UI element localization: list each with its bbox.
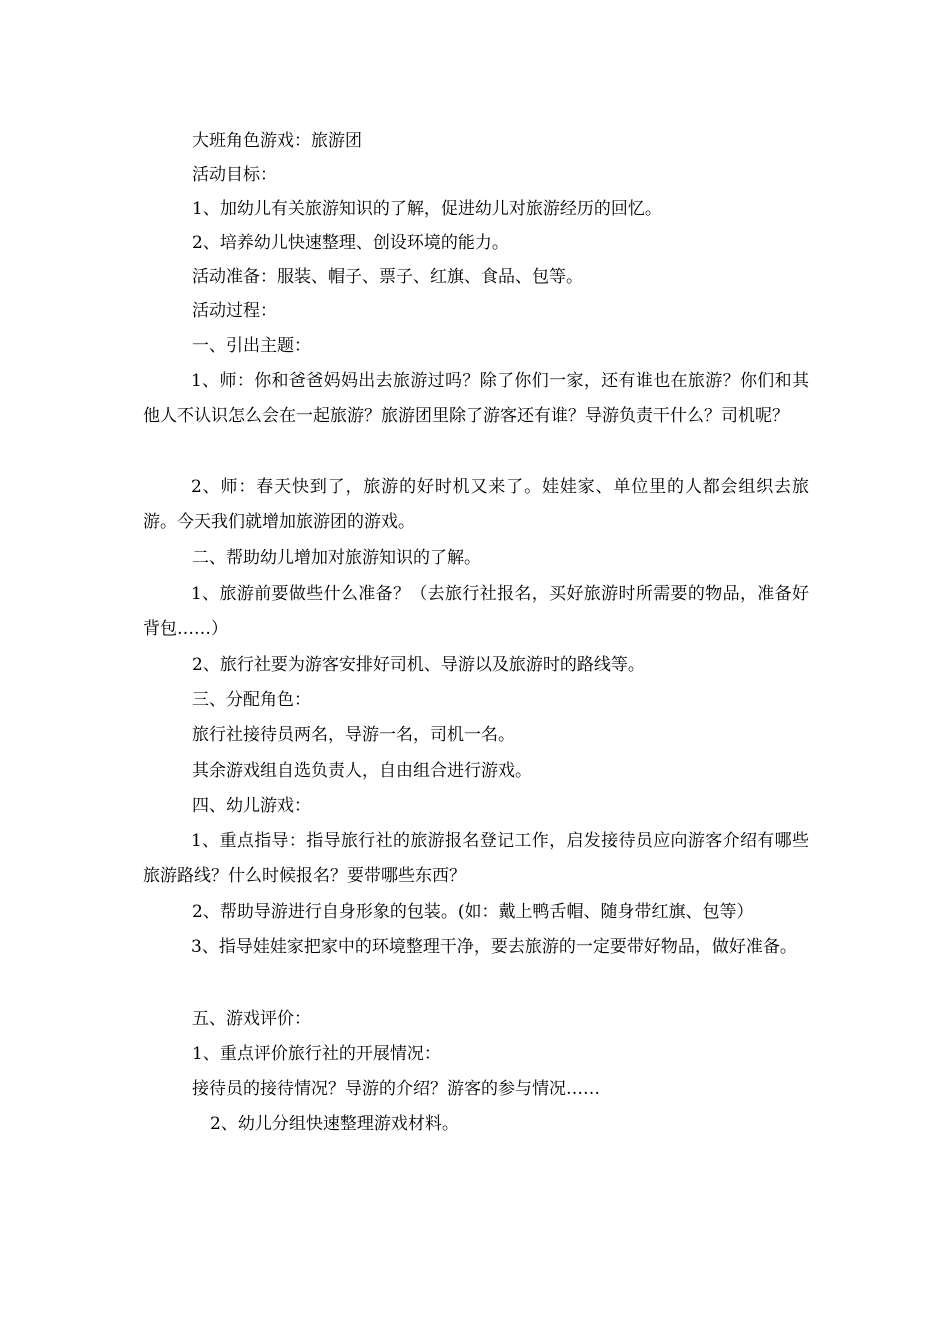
section-4-heading: 四、幼儿游戏： xyxy=(192,796,311,816)
process-heading: 活动过程： xyxy=(192,301,277,321)
section-1-heading: 一、引出主题： xyxy=(192,336,311,356)
section-4-item-3: 3、指导娃娃家把家中的环境整理干净，要去旅游的一定要带好物品，做好准备。 xyxy=(191,937,797,957)
section-3-heading: 三、分配角色： xyxy=(192,690,311,710)
section-2-item-2: 2、旅行社要为游客安排好司机、导游以及旅游时的路线等。 xyxy=(192,655,645,675)
preparation-line: 活动准备：服装、帽子、票子、红旗、食品、包等。 xyxy=(192,267,583,287)
document-title: 大班角色游戏：旅游团 xyxy=(192,131,362,151)
goal-item-2: 2、培养幼儿快速整理、创设环境的能力。 xyxy=(192,233,509,253)
section-4-item-1: 1、重点指导：指导旅行社的旅游报名登记工作，启发接待员应向游客介绍有哪些旅游路线？什么时候报名？要带哪些东西？ xyxy=(143,831,809,886)
section-2-heading: 二、帮助幼儿增加对旅游知识的了解。 xyxy=(192,548,481,568)
section-5-item-2: 2、幼儿分组快速整理游戏材料。 xyxy=(210,1114,459,1134)
section-2-item-1: 1、旅游前要做些什么准备？（去旅行社报名，买好旅游时所需要的物品，准备好背包……） xyxy=(143,584,809,639)
section-5-heading: 五、游戏评价： xyxy=(192,1009,311,1029)
goal-item-1: 1、加幼儿有关旅游知识的了解，促进幼儿对旅游经历的回忆。 xyxy=(192,199,662,219)
section-3-line-2: 其余游戏组自选负责人，自由组合进行游戏。 xyxy=(192,761,532,781)
section-1-item-1: 1、师：你和爸爸妈妈出去旅游过吗？除了你们一家，还有谁也在旅游？你们和其他人不认识怎么会在一起旅游？旅游团里除了游客还有谁？导游负责干什么？司机呢？ xyxy=(143,371,809,426)
section-4-item-2: 2、帮助导游进行自身形象的包装。(如：戴上鸭舌帽、随身带红旗、包等） xyxy=(192,902,754,922)
section-5-item-1: 1、重点评价旅行社的开展情况： xyxy=(192,1044,441,1064)
section-5-line-1: 接待员的接待情况？导游的介绍？游客的参与情况…… xyxy=(192,1079,600,1099)
goals-heading: 活动目标： xyxy=(192,165,277,185)
section-3-line-1: 旅行社接待员两名，导游一名，司机一名。 xyxy=(192,725,515,745)
section-1-item-2: 2、师：春天快到了，旅游的好时机又来了。娃娃家、单位里的人都会组织去旅游。今天我们就增加旅游团的游戏。 xyxy=(143,477,809,532)
